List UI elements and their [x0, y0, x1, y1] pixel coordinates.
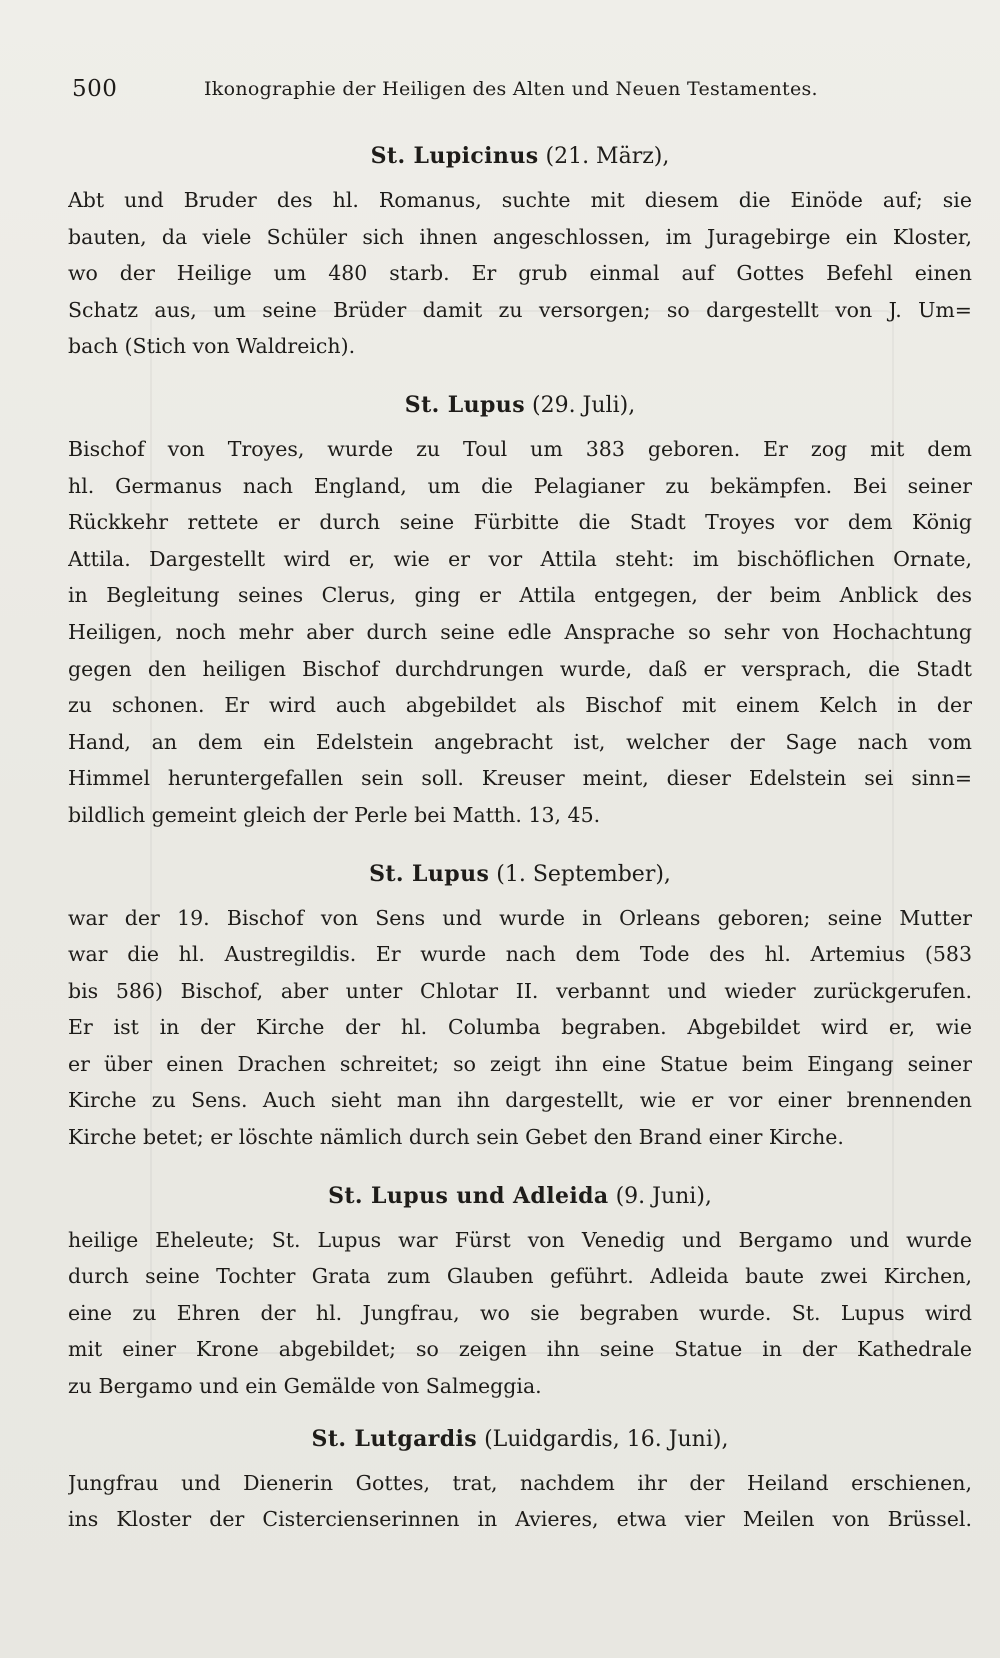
- text-line: wo der Heilige um 480 starb. Er grub einmal auf Gottes Befehl einen: [68, 261, 972, 286]
- entry-heading: [68, 856, 972, 894]
- text-line: bach (Stich von Waldreich).: [68, 334, 356, 359]
- text-line: er über einen Drachen schreitet; so zeigt ihn eine Statue beim Eingang seiner: [68, 1051, 972, 1076]
- text-line: ins Kloster der Cistercienserinnen in Avieres, etwa vier Meilen von Brüssel.: [68, 1507, 972, 1532]
- entry-lupicinus: [68, 138, 972, 365]
- text-line: Heiligen, noch mehr aber durch seine edle Ansprache so sehr von Hochachtung: [68, 619, 972, 644]
- running-head: [72, 76, 872, 110]
- text-line: war die hl. Austregildis. Er wurde nach dem Tode des hl. Artemius (583: [68, 942, 972, 967]
- text-line: Bischof von Troyes, wurde zu Toul um 383 geboren. Er zog mit dem: [68, 436, 972, 461]
- text-line: Er ist in der Kirche der hl. Columba begraben. Abgebildet wird er, wie: [68, 1015, 972, 1040]
- text-line: Schatz aus, um seine Brüder damit zu versorgen; so dargestellt von J. Um=: [68, 297, 972, 322]
- feast-date: (29. Juli),: [525, 392, 636, 418]
- entry-lupus-adleida: [68, 1178, 972, 1405]
- text-line: bauten, da viele Schüler sich ihnen angeschlossen, im Juragebirge ein Kloster,: [68, 224, 972, 249]
- feast-date: (21. März),: [538, 144, 670, 169]
- entry-lutgardis: [68, 1421, 972, 1538]
- entry-lupus-september: [68, 856, 972, 1156]
- text-line: Kirche betet; er löschte nämlich durch sein Gebet den Brand einer Kirche.: [68, 1125, 844, 1150]
- text-line: Abt und Bruder des hl. Romanus, suchte mit diesem die Einöde auf; sie: [68, 188, 972, 212]
- entry-heading: [68, 387, 972, 425]
- text-line: mit einer Krone abgebildet; so zeigen ihn seine Statue in der Kathedrale: [68, 1337, 972, 1362]
- saint-name: St. Lutgardis: [311, 1425, 478, 1452]
- saint-name: St. Lupus: [404, 391, 525, 418]
- text-line: eine zu Ehren der hl. Jungfrau, wo sie begraben wurde. St. Lupus wird: [68, 1300, 972, 1325]
- text-line: gegen den heiligen Bischof durchdrungen wurde, daß er versprach, die Stadt: [68, 656, 972, 681]
- text-line: Hand, an dem ein Edelstein angebracht ist, welcher der Sage nach vom: [68, 729, 972, 754]
- entry-heading: [68, 1421, 972, 1459]
- text-line: Himmel heruntergefallen sein soll. Kreuser meint, dieser Edelstein sei sinn=: [68, 766, 972, 791]
- entry-lupus-july: [68, 387, 972, 834]
- entry-heading: [68, 138, 972, 176]
- text-line: durch seine Tochter Grata zum Glauben geführt. Adleida baute zwei Kirchen,: [68, 1264, 972, 1289]
- text-line: zu schonen. Er wird auch abgebildet als Bischof mit einem Kelch in der: [68, 693, 972, 718]
- text-line: war der 19. Bischof von Sens und wurde in Orleans geboren; seine Mutter: [68, 905, 972, 930]
- feast-date: (Luidgardis, 16. Juni),: [477, 1426, 729, 1452]
- text-line: Kirche zu Sens. Auch sieht man ihn dargestellt, wie er vor einer brennenden: [68, 1088, 972, 1113]
- entry-heading: [68, 1178, 972, 1216]
- running-title: Ikonographie der Heiligen des Alten und Neuen Testamentes.: [204, 78, 818, 100]
- page-body: [68, 138, 972, 1538]
- saint-name: St. Lupus und Adleida: [328, 1182, 609, 1209]
- feast-date: (1. September),: [489, 861, 671, 887]
- text-line: bildlich gemeint gleich der Perle bei Matth. 13, 45.: [68, 802, 601, 827]
- saint-name: St. Lupicinus: [370, 143, 539, 169]
- feast-date: (9. Juni),: [608, 1183, 712, 1209]
- text-line: Rückkehr rettete er durch seine Fürbitte die Stadt Troyes vor dem König: [68, 510, 972, 535]
- page-number: 500: [72, 76, 118, 102]
- text-line: Attila. Dargestellt wird er, wie er vor Attila steht: im bischöflichen Ornate,: [68, 546, 972, 571]
- text-line: heilige Eheleute; St. Lupus war Fürst von Venedig und Bergamo und wurde: [68, 1227, 972, 1252]
- saint-name: St. Lupus: [369, 860, 490, 887]
- text-line: bis 586) Bischof, aber unter Chlotar II. verbannt und wieder zurückgerufen.: [68, 978, 972, 1003]
- text-line: hl. Germanus nach England, um die Pelagianer zu bekämpfen. Bei seiner: [68, 473, 972, 498]
- text-line: Jungfrau und Dienerin Gottes, trat, nachdem ihr der Heiland erschienen,: [68, 1470, 972, 1495]
- text-line: zu Bergamo und ein Gemälde von Salmeggia.: [68, 1374, 542, 1399]
- text-line: in Begleitung seines Clerus, ging er Attila entgegen, der beim Anblick des: [68, 583, 972, 608]
